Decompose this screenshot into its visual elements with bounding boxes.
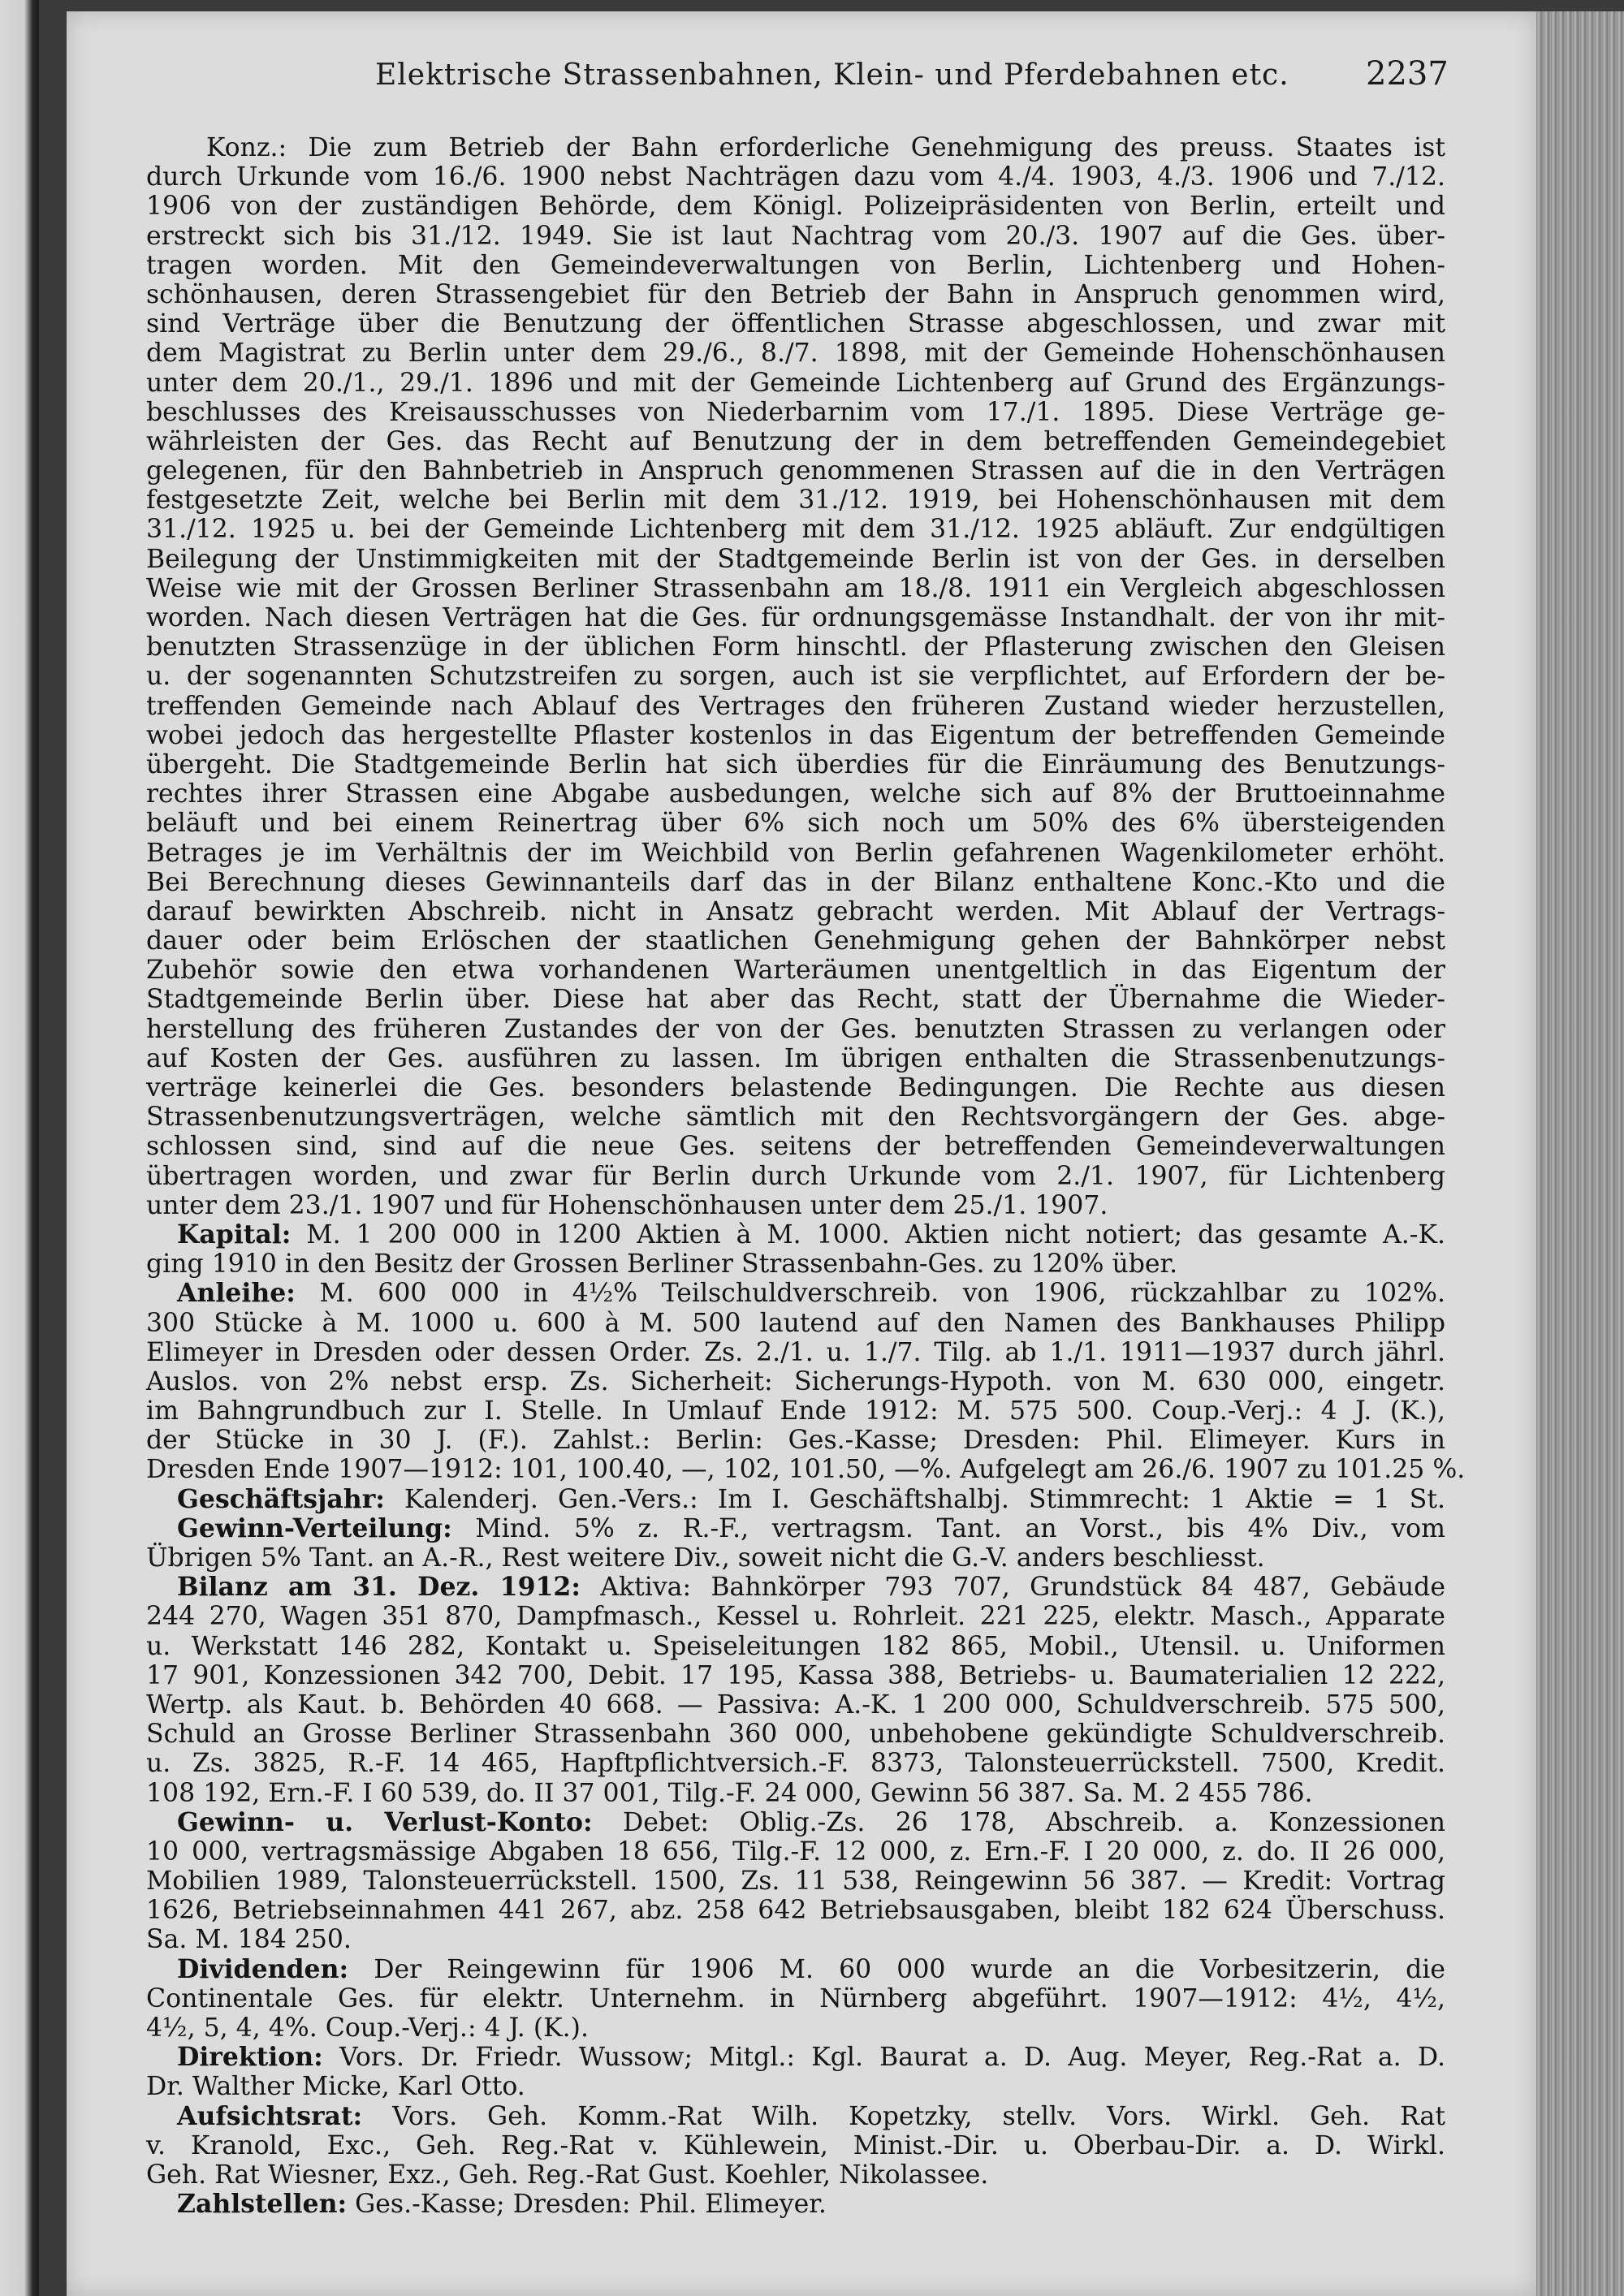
line-text: tragen worden. Mit den Gemeindeverwaltungen von Berlin, Lichtenberg und Hohen- bbox=[146, 250, 1445, 280]
text-line bbox=[146, 1690, 1445, 1720]
line-text: übergeht. Die Stadtgemeinde Berlin hat sich überdies für die Einräumung des Benutzungs- bbox=[146, 749, 1445, 779]
text-line bbox=[146, 1015, 1445, 1044]
line-text: Wertp. als Kaut. b. Behörden 40 668. — Passiva: A.-K. 1 200 000, Schuldverschreib. 575 500, bbox=[146, 1690, 1445, 1720]
line-text: darauf bewirkten Abschreib. nicht in Ansatz gebracht werden. Mit Ablauf der Vertrags- bbox=[146, 896, 1445, 926]
line-text: Geh. Rat Wiesner, Exz., Geh. Reg.-Rat Gust. Koehler, Nikolassee. bbox=[146, 2160, 989, 2190]
line-text: 244 270, Wagen 351 870, Dampfmasch., Kessel u. Rohrleit. 221 225, elektr. Masch., Apparate bbox=[146, 1602, 1445, 1632]
text-line bbox=[146, 603, 1445, 632]
line-text: ging 1910 in den Besitz der Grossen Berliner Strassenbahn-Ges. zu 120% über. bbox=[146, 1249, 1178, 1280]
line-text: 108 192, Ern.-F. I 60 539, do. II 37 001, Tilg.-F. 24 000, Gewinn 56 387. Sa. M. 2 455 786. bbox=[146, 1778, 1313, 1808]
line-text: übertragen worden, und zwar für Berlin durch Urkunde vom 2./1. 1907, für Lichtenberg bbox=[146, 1161, 1445, 1191]
text-line bbox=[146, 1426, 1445, 1455]
section-line bbox=[146, 1514, 1445, 1543]
text-line bbox=[146, 1749, 1445, 1778]
text-line bbox=[146, 839, 1445, 868]
line-text: im Bahngrundbuch zur I. Stelle. In Umlauf Ende 1912: M. 575 500. Coup.-Verj.: 4 J. (K.), bbox=[146, 1396, 1445, 1426]
line-text: 10 000, vertragsmässige Abgaben 18 656, Tilg.-F. 12 000, z. Ern.-F. I 20 000, z. do. II 26 000, bbox=[146, 1836, 1445, 1867]
text-line bbox=[146, 2160, 1445, 2190]
adjacent-page-edge bbox=[0, 0, 39, 2296]
line-text: Vors. Geh. Komm.-Rat Wilh. Kopetzky, stellv. Vors. Wirkl. Geh. Rat bbox=[362, 2101, 1445, 2131]
line-text: 1626, Betriebseinnahmen 441 267, abz. 258 642 Betriebsausgaben, bleibt 182 624 Überschuss. bbox=[146, 1896, 1445, 1926]
line-text: Debet: Oblig.-Zs. 26 178, Abschreib. a. Konzessionen bbox=[592, 1807, 1446, 1837]
line-text: herstellung des früheren Zustandes der von der Ges. benutzten Strassen zu verlangen oder bbox=[146, 1014, 1445, 1044]
line-text: Beilegung der Unstimmigkeiten mit der Stadtgemeinde Berlin ist von der Ges. in derselben bbox=[146, 544, 1445, 574]
line-text: Sa. M. 184 250. bbox=[146, 1925, 352, 1955]
text-line bbox=[146, 1602, 1445, 1631]
line-text: Betrages je im Verhältnis der im Weichbild von Berlin gefahrenen Wagenkilometer erhöht. bbox=[146, 838, 1445, 868]
line-text: treffenden Gemeinde nach Ablauf des Vertrages den früheren Zustand wieder herzustellen, bbox=[146, 691, 1445, 721]
text-line bbox=[146, 779, 1445, 809]
section-line bbox=[146, 1485, 1445, 1514]
text-line bbox=[146, 192, 1445, 221]
line-text: Aktiva: Bahnkörper 793 707, Grundstück 84 487, Gebäude bbox=[580, 1573, 1445, 1603]
text-line bbox=[146, 486, 1445, 515]
line-text: M. 1 200 000 in 1200 Aktien à M. 1000. Aktien nicht notiert; das gesamte A.-K. bbox=[291, 1219, 1445, 1249]
line-text: u. der sogenannten Schutzstreifen zu sorgen, auch ist sie verpflichtet, auf Erfordern der be- bbox=[146, 662, 1445, 692]
text-line bbox=[146, 1044, 1445, 1073]
text-line bbox=[146, 309, 1445, 339]
line-text: schlossen sind, sind auf die neue Ges. seitens der betreffenden Gemeindeverwaltungen bbox=[146, 1132, 1445, 1162]
text-line bbox=[146, 545, 1445, 574]
text-line bbox=[146, 339, 1445, 368]
line-text: Vors. Dr. Friedr. Wussow; Mitgl.: Kgl. Baurat a. D. Aug. Meyer, Reg.-Rat a. D. bbox=[322, 2043, 1445, 2073]
text-line bbox=[146, 1661, 1445, 1690]
text-line bbox=[146, 1779, 1445, 1808]
line-text: dem Magistrat zu Berlin unter dem 29./6., 8./7. 1898, mit der Gemeinde Hohenschönhausen bbox=[146, 339, 1445, 369]
text-line bbox=[146, 750, 1445, 779]
text-line bbox=[146, 2072, 1445, 2101]
text-line bbox=[146, 897, 1445, 926]
section-heading: Anleihe: bbox=[177, 1278, 296, 1309]
text-line bbox=[146, 2131, 1445, 2160]
line-text: durch Urkunde vom 16./6. 1900 nebst Nachträgen dazu vom 4./4. 1903, 4./3. 1906 und 7./12. bbox=[146, 162, 1445, 192]
line-text: Kalenderj. Gen.-Vers.: Im I. Geschäftshalbj. Stimmrecht: 1 Aktie = 1 St. bbox=[384, 1484, 1445, 1514]
text-line bbox=[146, 1396, 1445, 1426]
line-text: wobei jedoch das hergestellte Pflaster kostenlos in das Eigentum der betreffenden Gemeinde bbox=[146, 720, 1445, 750]
line-text: Elimeyer in Dresden oder dessen Order. Zs. 2./1. u. 1./7. Tilg. ab 1./1. 1911—1937 durch jährl. bbox=[146, 1337, 1445, 1367]
line-text: u. Werkstatt 146 282, Kontakt u. Speiseleitungen 182 865, Mobil., Utensil. u. Uniformen bbox=[146, 1631, 1445, 1661]
text-line bbox=[146, 1984, 1445, 2013]
line-text: Continentale Ges. für elektr. Unternehm. in Nürnberg abgeführt. 1907—1912: 4½, 4½, bbox=[146, 1983, 1445, 2013]
line-text: Dresden Ende 1907—1912: 101, 100.40, —, 102, 101.50, —%. Aufgelegt am 26./6. 1907 zu 101.25 %. bbox=[146, 1455, 1466, 1485]
line-text: v. Kranold, Exc., Geh. Reg.-Rat v. Kühlewein, Minist.-Dir. u. Oberbau-Dir. a. D. Wirkl. bbox=[146, 2130, 1445, 2160]
line-text: 17 901, Konzessionen 342 700, Debit. 17 195, Kassa 388, Betriebs- u. Baumaterialien 12 222, bbox=[146, 1660, 1445, 1690]
line-text: Schuld an Grosse Berliner Strassenbahn 360 000, unbehobene gekündigte Schuldverschreib. bbox=[146, 1720, 1445, 1750]
section-heading: Direktion: bbox=[177, 2042, 323, 2073]
text-line bbox=[146, 1191, 1445, 1220]
text-line bbox=[146, 1455, 1466, 1485]
text-line bbox=[146, 222, 1445, 251]
line-text: erstreckt sich bis 31./12. 1949. Sie ist laut Nachtrag vom 20./3. 1907 auf die Ges. über- bbox=[146, 221, 1445, 251]
section-heading: Bilanz am 31. Dez. 1912: bbox=[177, 1572, 581, 1603]
section-line bbox=[146, 1808, 1445, 1837]
text-line bbox=[146, 1837, 1445, 1867]
line-text: 1906 von der zuständigen Behörde, dem Königl. Polizeipräsidenten von Berlin, erteilt und bbox=[146, 192, 1445, 222]
line-text: u. Zs. 3825, R.-F. 14 465, Hapftpflichtversich.-F. 8373, Talonsteuerrückstell. 7500, Kredit. bbox=[146, 1749, 1445, 1779]
text-line bbox=[146, 1249, 1445, 1279]
text-line bbox=[146, 632, 1445, 662]
article-body bbox=[146, 133, 1466, 2220]
line-text: Zubehör sowie den etwa vorhandenen Warteräumen unentgeltlich in das Eigentum der bbox=[146, 956, 1445, 986]
line-text: Stadtgemeinde Berlin über. Diese hat aber das Recht, statt der Übernahme die Wieder- bbox=[146, 985, 1445, 1015]
text-line bbox=[146, 1925, 1445, 1954]
line-text: schönhausen, deren Strassengebiet für den Betrieb der Bahn in Anspruch genommen wird, bbox=[146, 279, 1445, 309]
line-text: Konz.: Die zum Betrieb der Bahn erforderliche Genehmigung des preuss. Staates ist bbox=[206, 133, 1445, 162]
line-text: benutzten Strassenzüge in der üblichen Form hinschtl. der Pflasterung zwischen den Gleisen bbox=[146, 632, 1445, 662]
section-line bbox=[146, 2102, 1445, 2131]
line-text: verträge keinerlei die Ges. besonders belastende Bedingungen. Die Rechte aus diesen bbox=[146, 1073, 1445, 1103]
section-line bbox=[146, 2043, 1445, 2072]
line-text: festgesetzte Zeit, welche bei Berlin mit dem 31./12. 1919, bei Hohenschönhausen mit dem bbox=[146, 486, 1445, 516]
line-text: unter dem 23./1. 1907 und für Hohenschönhausen unter dem 25./1. 1907. bbox=[146, 1190, 1108, 1220]
text-line bbox=[146, 926, 1445, 956]
text-line bbox=[146, 251, 1445, 280]
text-line bbox=[146, 1073, 1445, 1103]
text-line bbox=[146, 133, 1445, 162]
section-heading: Gewinn-Verteilung: bbox=[177, 1513, 452, 1543]
text-line bbox=[146, 2013, 1445, 2043]
line-text: unter dem 20./1., 29./1. 1896 und mit der Gemeinde Lichtenberg auf Grund des Ergänzungs- bbox=[146, 368, 1445, 398]
section-line bbox=[146, 2190, 1445, 2219]
text-line bbox=[146, 162, 1445, 192]
line-text: währleisten der Ges. das Recht auf Benutzung der in dem betreffenden Gemeindegebiet bbox=[146, 426, 1445, 456]
section-heading: Aufsichtsrat: bbox=[177, 2100, 363, 2131]
section-line bbox=[146, 1955, 1445, 1984]
text-line bbox=[146, 1896, 1445, 1925]
section-heading: Zahlstellen: bbox=[177, 2189, 348, 2220]
line-text: dauer oder beim Erlöschen der staatlichen Genehmigung gehen der Bahnkörper nebst bbox=[146, 926, 1445, 956]
text-line bbox=[146, 868, 1445, 897]
line-text: sind Verträge über die Benutzung der öffentlichen Strasse abgeschlossen, und zwar mit bbox=[146, 309, 1445, 339]
section-heading: Kapital: bbox=[177, 1219, 292, 1249]
text-line bbox=[146, 515, 1445, 544]
line-text: 4½, 5, 4, 4%. Coup.-Verj.: 4 J. (K.). bbox=[146, 2013, 589, 2043]
text-line bbox=[146, 1309, 1445, 1338]
line-text: Strassenbenutzungsverträgen, welche sämtlich mit den Rechtsvorgängern der Ges. abge- bbox=[146, 1103, 1445, 1133]
text-line bbox=[146, 1720, 1445, 1749]
text-line bbox=[146, 1367, 1445, 1396]
text-line bbox=[146, 662, 1445, 691]
line-text: Bei Berechnung dieses Gewinnanteils darf das in der Bilanz enthaltene Konc.-Kto und die bbox=[146, 867, 1445, 897]
text-line bbox=[146, 1132, 1445, 1161]
line-text: Ges.-Kasse; Dresden: Phil. Elimeyer. bbox=[347, 2190, 827, 2220]
line-text: worden. Nach diesen Verträgen hat die Ges. für ordnungsgemässe Instandhalt. der von ihr mit- bbox=[146, 603, 1445, 632]
section-line bbox=[146, 1220, 1445, 1249]
text-line bbox=[146, 1162, 1445, 1191]
line-text: Der Reingewinn für 1906 M. 60 000 wurde an die Vorbesitzerin, die bbox=[348, 1954, 1445, 1984]
line-text: Auslos. von 2% nebst ersp. Zs. Sicherheit: Sicherungs-Hypoth. von M. 630 000, eingetr. bbox=[146, 1366, 1445, 1396]
text-line bbox=[146, 809, 1445, 838]
text-line bbox=[146, 1632, 1445, 1661]
line-text: rechtes ihrer Strassen eine Abgabe ausbedungen, welche sich auf 8% der Bruttoeinnahme bbox=[146, 779, 1445, 809]
section-heading: Dividenden: bbox=[177, 1953, 349, 1984]
section-line bbox=[146, 1279, 1445, 1308]
section-heading: Gewinn- u. Verlust-Konto: bbox=[177, 1806, 593, 1837]
line-text: beläuft und bei einem Reinertrag über 6% sich noch um 50% des 6% übersteigenden bbox=[146, 809, 1445, 839]
line-text: Mobilien 1989, Talonsteuerrückstell. 1500, Zs. 11 538, Reingewinn 56 387. — Kredit: Vortrag bbox=[146, 1867, 1445, 1897]
running-title: Elektrische Strassenbahnen, Klein- und Pferdebahnen etc. bbox=[375, 58, 1289, 92]
line-text: gelegenen, für den Bahnbetrieb in Anspruch genommenen Strassen auf die in den Verträgen bbox=[146, 456, 1445, 486]
text-line bbox=[146, 280, 1445, 309]
text-line bbox=[146, 427, 1445, 456]
line-text: beschlusses des Kreisausschusses von Niederbarnim vom 17./1. 1895. Diese Verträge ge- bbox=[146, 397, 1445, 427]
text-line bbox=[146, 692, 1445, 721]
text-line bbox=[146, 574, 1445, 603]
page-header bbox=[67, 54, 1536, 102]
page-number: 2237 bbox=[1366, 55, 1449, 93]
text-line bbox=[146, 456, 1445, 486]
text-line bbox=[146, 721, 1445, 750]
section-line bbox=[146, 1573, 1445, 1602]
page-stack-edge bbox=[1536, 11, 1624, 2296]
line-text: 300 Stücke à M. 1000 u. 600 à M. 500 lautend auf den Namen des Bankhauses Philipp bbox=[146, 1308, 1445, 1338]
line-text: 31./12. 1925 u. bei der Gemeinde Lichtenberg mit dem 31./12. 1925 abläuft. Zur endgültigen bbox=[146, 515, 1445, 545]
text-line bbox=[146, 369, 1445, 398]
line-text: der Stücke in 30 J. (F.). Zahlst.: Berlin: Ges.-Kasse; Dresden: Phil. Elimeyer. Kurs in bbox=[146, 1426, 1445, 1456]
text-line bbox=[146, 1103, 1445, 1132]
line-text: Dr. Walther Micke, Karl Otto. bbox=[146, 2072, 525, 2102]
text-line bbox=[146, 398, 1445, 427]
text-line bbox=[146, 1543, 1445, 1573]
line-text: auf Kosten der Ges. ausführen zu lassen. Im übrigen enthalten die Strassenbenutzungs- bbox=[146, 1043, 1445, 1073]
text-line bbox=[146, 956, 1445, 985]
line-text: Mind. 5% z. R.-F., vertragsm. Tant. an Vorst., bis 4% Div., vom bbox=[451, 1513, 1445, 1543]
text-line bbox=[146, 985, 1445, 1014]
line-text: Übrigen 5% Tant. an A.-R., Rest weitere Div., soweit nicht die G.-V. anders beschliesst. bbox=[146, 1543, 1265, 1573]
text-line bbox=[146, 1338, 1445, 1367]
line-text: Weise wie mit der Grossen Berliner Strassenbahn am 18./8. 1911 ein Vergleich abgeschlossen bbox=[146, 573, 1445, 603]
line-text: M. 600 000 in 4½% Teilschuldverschreib. von 1906, rückzahlbar zu 102%. bbox=[295, 1279, 1445, 1309]
text-line bbox=[146, 1867, 1445, 1896]
section-heading: Geschäftsjahr: bbox=[177, 1483, 385, 1514]
